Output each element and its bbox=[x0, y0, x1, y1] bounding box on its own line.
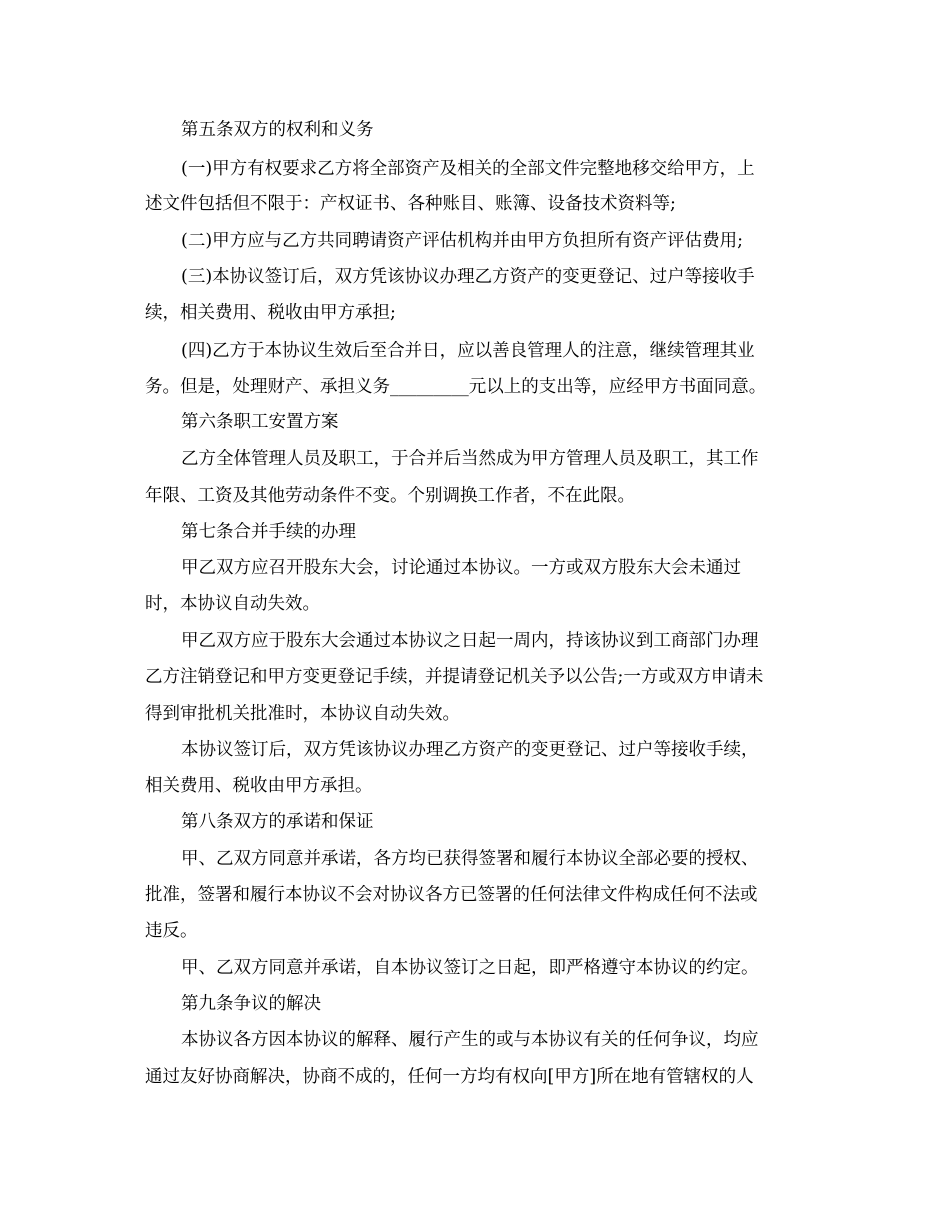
paragraph-line: 乙方全体管理人员及职工，于合并后当然成为甲方管理人员及职工，其工作 bbox=[181, 449, 759, 469]
paragraph-line: 乙方注销登记和甲方变更登记手续，并提请登记机关予以公告;一方或双方申请未 bbox=[145, 667, 764, 687]
paragraph-line: 批准，签署和履行本协议不会对协议各方已签署的任何法律文件构成任何不法或 bbox=[145, 885, 758, 905]
article-9-heading: 第九条争议的解决 bbox=[181, 994, 321, 1014]
paragraph-line: (二)甲方应与乙方共同聘请资产评估机构并由甲方负担所有资产评估费用; bbox=[181, 231, 744, 251]
paragraph-line: 甲乙双方应于股东大会通过本协议之日起一周内，持该协议到工商部门办理 bbox=[181, 631, 759, 651]
paragraph-line: 甲、乙双方同意并承诺，各方均已获得签署和履行本协议全部必要的授权、 bbox=[181, 849, 759, 869]
paragraph-line: 本协议各方因本协议的解释、履行产生的或与本协议有关的任何争议，均应 bbox=[181, 1030, 759, 1050]
paragraph-line: 时，本协议自动失效。 bbox=[145, 594, 320, 614]
article-7-heading: 第七条合并手续的办理 bbox=[181, 522, 356, 542]
article-6-heading: 第六条职工安置方案 bbox=[181, 412, 339, 432]
paragraph-line: 甲乙双方应召开股东大会，讨论通过本协议。一方或双方股东大会未通过 bbox=[181, 558, 741, 578]
paragraph-line: (一)甲方有权要求乙方将全部资产及相关的全部文件完整地移交给甲方，上 bbox=[181, 159, 755, 179]
article-5-heading: 第五条双方的权利和义务 bbox=[181, 120, 374, 140]
paragraph-line: 务。但是，处理财产、承担义务_________元以上的支出等，应经甲方书面同意。 bbox=[145, 377, 767, 397]
paragraph-line: (四)乙方于本协议生效后至合并日，应以善良管理人的注意，继续管理其业 bbox=[181, 341, 755, 361]
paragraph-line: 续，相关费用、税收由甲方承担; bbox=[145, 303, 396, 323]
paragraph-line: 通过友好协商解决，协商不成的，任何一方均有权向[甲方]所在地有管辖权的人 bbox=[145, 1067, 754, 1087]
paragraph-line: 甲、乙双方同意并承诺，自本协议签订之日起，即严格遵守本协议的约定。 bbox=[181, 958, 759, 978]
article-8-heading: 第八条双方的承诺和保证 bbox=[181, 812, 374, 832]
paragraph-line: 述文件包括但不限于：产权证书、各种账目、账簿、设备技术资料等; bbox=[145, 194, 676, 214]
paragraph-line: 得到审批机关批准时，本协议自动失效。 bbox=[145, 704, 460, 724]
paragraph-line: 年限、工资及其他劳动条件不变。个别调换工作者，不在此限。 bbox=[145, 486, 635, 506]
paragraph-line: (三)本协议签订后，双方凭该协议办理乙方资产的变更登记、过户等接收手 bbox=[181, 267, 755, 287]
paragraph-line: 本协议签订后，双方凭该协议办理乙方资产的变更登记、过户等接收手续， bbox=[181, 740, 759, 760]
paragraph-line: 违反。 bbox=[145, 921, 198, 941]
paragraph-line: 相关费用、税收由甲方承担。 bbox=[145, 776, 373, 796]
